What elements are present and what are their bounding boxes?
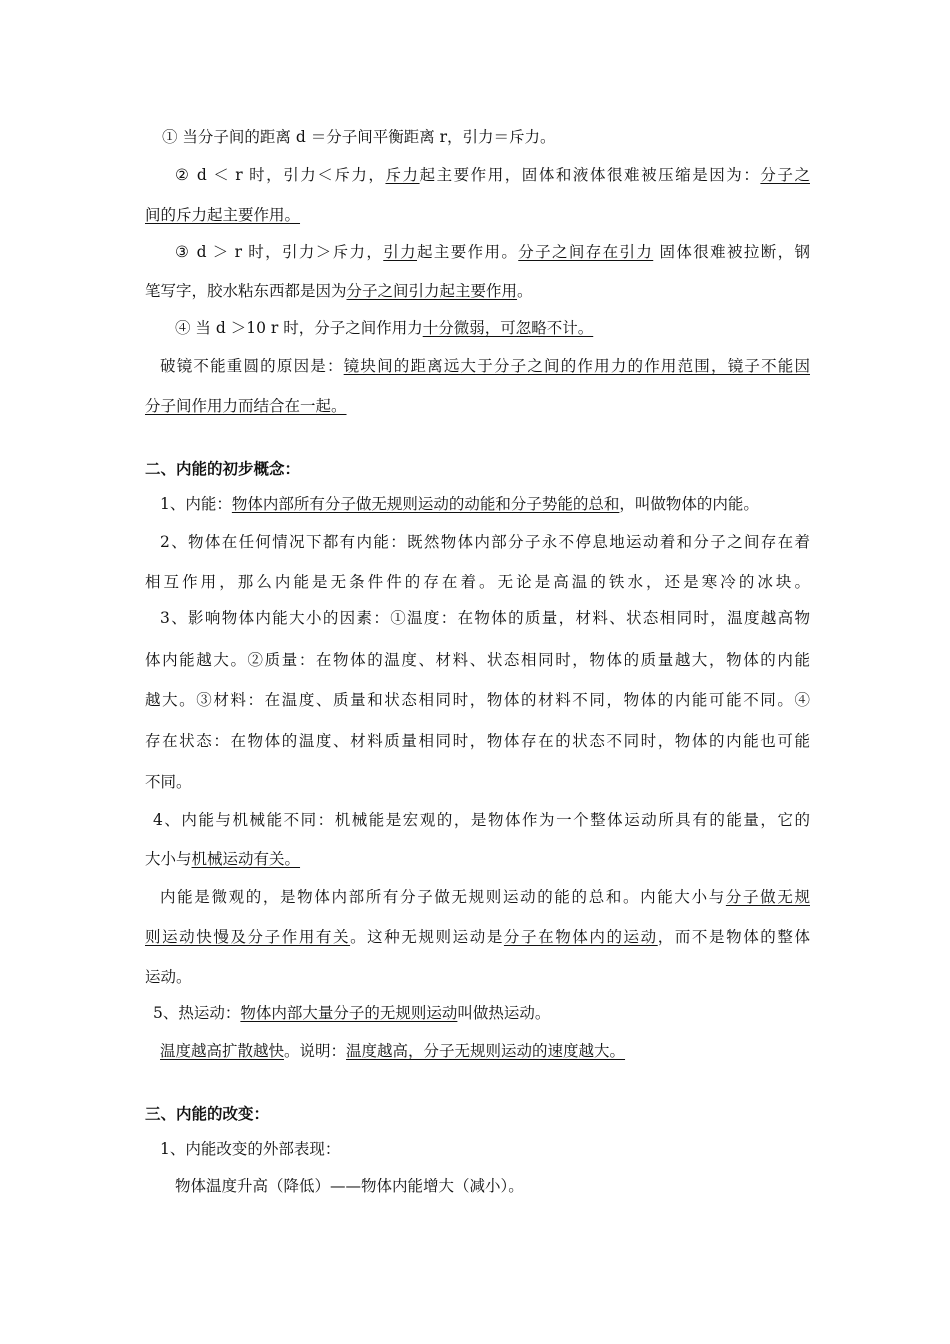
text-line: ③ d ＞ r 时，引力＞斥力，引力起主要作用。分子之间存在引力 固体很难被拉断，钢 — [175, 243, 810, 261]
text-line: 2、物体在任何情况下都有内能：既然物体内部分子永不停息地运动着和分子之间存在着 — [160, 533, 810, 551]
text-line: 大小与机械运动有关。 — [145, 850, 301, 868]
text-line: 内能是微观的，是物体内部所有分子做无规则运动的能的总和。内能大小与分子做无规 — [160, 888, 810, 906]
text-line: 越大。③材料：在温度、质量和状态相同时，物体的材料不同，物体的内能可能不同。④ — [145, 691, 810, 709]
section-heading: 三、内能的改变： — [145, 1104, 270, 1123]
text-line: 5、热运动：物体内部大量分子的无规则运动叫做热运动。 — [153, 1004, 551, 1022]
text-line: 相互作用，那么内能是无条件件的存在着。无论是高温的铁水，还是寒冷的冰块。 — [145, 573, 810, 591]
text-line: ① 当分子间的距离 d ＝分子间平衡距离 r，引力＝斥力。 — [162, 128, 556, 146]
text-line: 破镜不能重圆的原因是：镜块间的距离远大于分子之间的作用力的作用范围，镜子不能因 — [160, 357, 810, 375]
text-line: 温度越高扩散越快。说明：温度越高，分子无规则运动的速度越大。 — [160, 1042, 626, 1060]
text-line: 笔写字，胶水粘东西都是因为分子之间引力起主要作用。 — [145, 282, 533, 300]
text-line: 1、内能：物体内部所有分子做无规则运动的动能和分子势能的总和，叫做物体的内能。 — [160, 495, 759, 513]
text-line: 间的斥力起主要作用。 — [145, 206, 301, 224]
text-line: 分子间作用力而结合在一起。 — [145, 397, 347, 415]
text-line: ④ 当 d ＞10 r 时，分子之间作用力十分微弱，可忽略不计。 — [175, 319, 594, 337]
section-heading: 二、内能的初步概念： — [145, 459, 301, 478]
text-line: 则运动快慢及分子作用有关。这种无规则运动是分子在物体内的运动，而不是物体的整体 — [145, 928, 810, 946]
text-line: 物体温度升高（降低）——物体内能增大（减小）。 — [175, 1177, 524, 1195]
text-line: 体内能越大。②质量：在物体的温度、材料、状态相同时，物体的质量越大，物体的内能 — [145, 651, 810, 669]
text-line: 不同。 — [145, 773, 192, 791]
text-line: 4、内能与机械能不同：机械能是宏观的，是物体作为一个整体运动所具有的能量，它的 — [153, 811, 810, 829]
text-line: 1、内能改变的外部表现： — [160, 1140, 341, 1158]
text-line: 3、影响物体内能大小的因素：①温度：在物体的质量，材料、状态相同时，温度越高物 — [160, 609, 810, 627]
text-line: ② d ＜ r 时，引力＜斥力，斥力起主要作用，固体和液体很难被压缩是因为：分子之 — [175, 166, 810, 184]
text-line: 运动。 — [145, 968, 192, 986]
text-line: 存在状态：在物体的温度、材料质量相同时，物体存在的状态不同时，物体的内能也可能 — [145, 732, 810, 750]
